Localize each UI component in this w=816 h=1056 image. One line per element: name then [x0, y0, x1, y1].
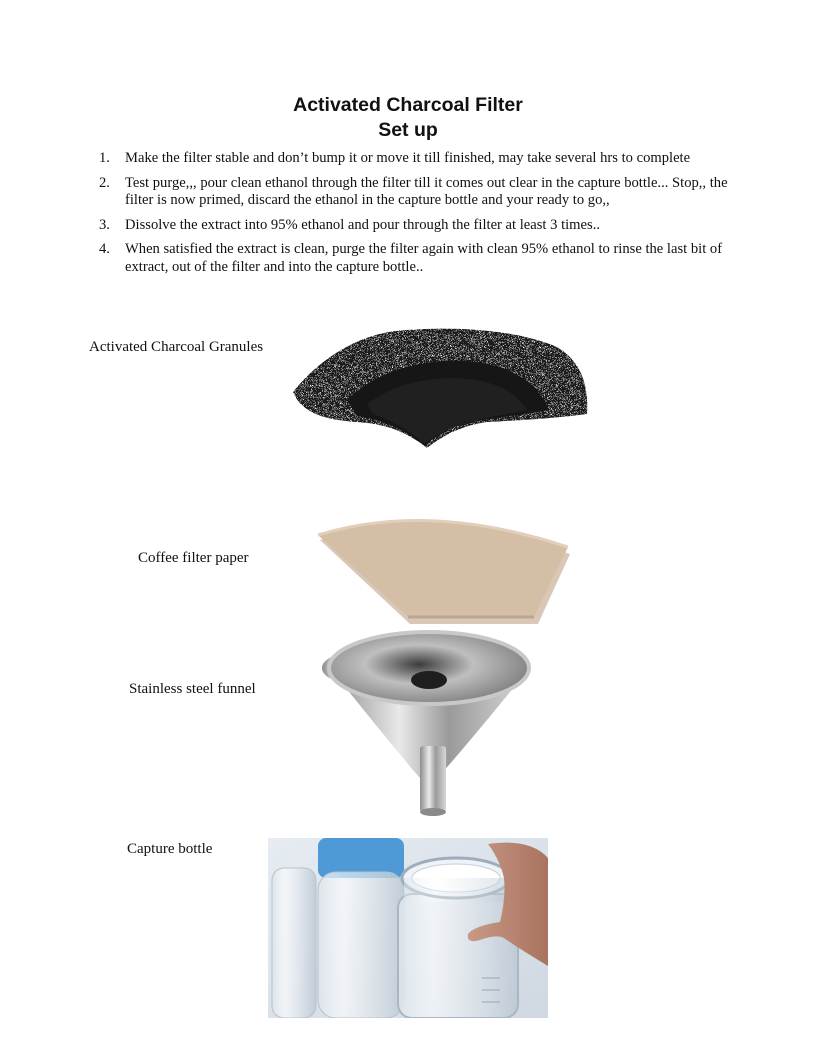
instruction-list: [82, 150, 750, 283]
funnel-image: [316, 628, 538, 818]
capture-bottle-label: Capture bottle: [127, 841, 213, 857]
coffee-filter-label: Coffee filter paper: [138, 550, 249, 566]
page-subtitle: Set up: [378, 119, 438, 141]
step-text: When satisfied the extract is clean, purge the filter again with clean 95% ethanol to rinse the last bit of extract, out of the filter and into the capture bottle..: [125, 241, 723, 275]
funnel-label: Stainless steel funnel: [129, 681, 256, 697]
coffee-filter-image: [318, 513, 578, 625]
charcoal-granules-image: [287, 322, 592, 450]
list-item: [82, 217, 750, 235]
step-text: Dissolve the extract into 95% ethanol and pour through the filter at least 3 times..: [125, 216, 600, 233]
charcoal-label: Activated Charcoal Granules: [89, 339, 264, 355]
list-item: [82, 150, 750, 168]
page-title: Activated Charcoal Filter: [293, 94, 523, 116]
list-item: [82, 175, 750, 210]
step-number: 2.: [99, 174, 110, 191]
step-text: Test purge,,, pour clean ethanol through the filter till it comes out clear in the capture bottle... Stop,, the filter is now primed, discard the ethanol in the capture bottle and your ready to go,,: [125, 174, 728, 208]
step-number: 3.: [99, 216, 110, 233]
step-text: Make the filter stable and don’t bump it or move it till finished, may take several hrs to complete: [125, 150, 691, 166]
capture-bottle-image: [268, 838, 548, 1018]
list-item: [82, 241, 750, 276]
step-number: 4.: [99, 241, 110, 257]
step-number: 1.: [99, 150, 110, 166]
